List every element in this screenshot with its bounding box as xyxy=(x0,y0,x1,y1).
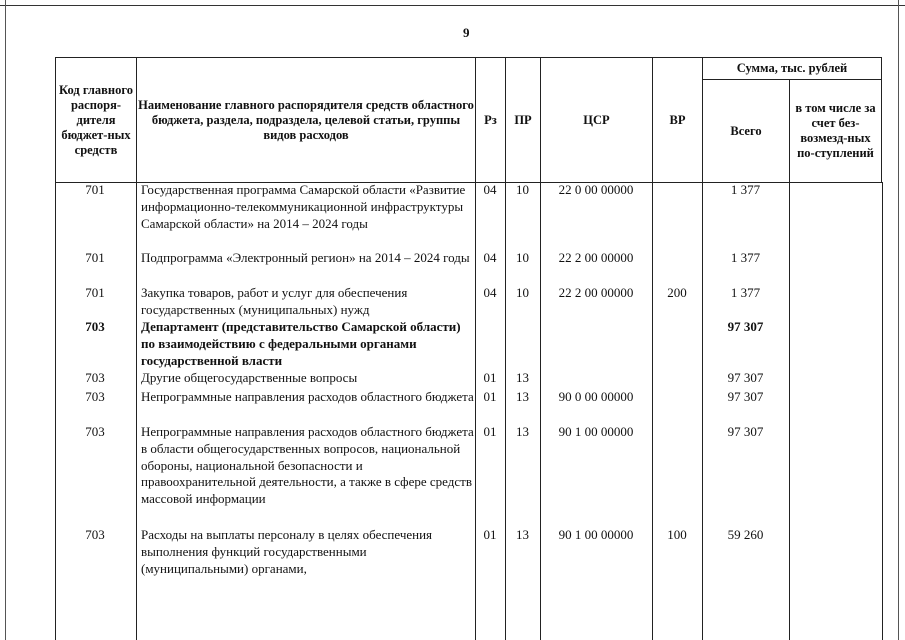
row-total: 59 260 xyxy=(727,527,764,542)
header-total: Всего xyxy=(702,79,789,182)
page-left-rule xyxy=(5,0,6,640)
row-pr: 13 xyxy=(516,370,529,385)
row-rz: 04 xyxy=(483,182,497,197)
col-rule xyxy=(136,182,137,640)
row-name: Подпрограмма «Электронный регион» на 2014 – 2024 годы xyxy=(141,250,470,265)
row-csr: 90 0 00 00000 xyxy=(558,389,634,404)
row-total: 97 307 xyxy=(727,389,764,404)
row-csr: 22 2 00 00000 xyxy=(558,250,634,265)
row-pr: 13 xyxy=(516,527,529,542)
row-pr: 10 xyxy=(516,285,529,300)
row-code: 703 xyxy=(85,527,105,542)
row-code: 703 xyxy=(85,319,105,334)
header-pr: ПР xyxy=(505,57,540,182)
row-vr: 100 xyxy=(667,527,687,542)
row-total: 1 377 xyxy=(730,250,761,265)
row-rz: 04 xyxy=(483,250,497,265)
header-free: в том числе за счет без-возмезд-ных по-ступлений xyxy=(789,79,882,182)
header-name: Наименование главного распорядителя средств областного бюджета, раздела, подраздела, целевой статьи, группы видов расходов xyxy=(136,57,475,182)
col-rule xyxy=(652,182,653,640)
row-rz: 04 xyxy=(483,285,497,300)
row-name: Государственная программа Самарской области «Развитие информационно-телекоммуникационной инфраструктуры Самарской области» на 2014 – 2024 годы xyxy=(141,182,466,231)
row-rz: 01 xyxy=(483,527,497,542)
header-vr: ВР xyxy=(652,57,702,182)
row-rz: 01 xyxy=(483,389,497,404)
row-vr: 200 xyxy=(667,285,687,300)
row-code: 703 xyxy=(85,424,105,439)
row-code: 701 xyxy=(85,285,105,300)
row-name: Департамент (представительство Самарской области) по взаимодействию с федеральными органами государственной власти xyxy=(141,319,461,368)
row-total: 97 307 xyxy=(727,424,764,439)
row-pr: 13 xyxy=(516,389,529,404)
row-name: Непрограммные направления расходов областного бюджета в области общегосударственных вопросов, национальной обороны, национальной безопасности и правоохранительной деятельности, а также в сфере средств массовой информации xyxy=(141,424,474,507)
page-number: 9 xyxy=(463,25,470,40)
row-code: 701 xyxy=(85,250,105,265)
row-csr: 90 1 00 00000 xyxy=(558,527,634,542)
row-csr: 22 2 00 00000 xyxy=(558,285,634,300)
row-code: 701 xyxy=(85,182,105,197)
row-csr: 90 1 00 00000 xyxy=(558,424,634,439)
col-rule xyxy=(882,182,883,640)
row-total: 1 377 xyxy=(730,285,761,300)
row-pr: 10 xyxy=(516,250,529,265)
row-name: Другие общегосударственные вопросы xyxy=(141,370,358,385)
col-rule xyxy=(789,182,790,640)
page-right-rule xyxy=(898,0,899,640)
header-code: Код главного распоря-дителя бюджет-ных средств xyxy=(55,57,136,182)
row-name: Непрограммные направления расходов областного бюджета xyxy=(141,389,474,404)
row-name: Закупка товаров, работ и услуг для обеспечения государственных (муниципальных) нужд xyxy=(141,285,408,317)
row-rz: 01 xyxy=(483,424,497,439)
row-total: 97 307 xyxy=(727,319,764,334)
row-pr: 13 xyxy=(516,424,529,439)
header-rz: Рз xyxy=(475,57,505,182)
header-csr: ЦСР xyxy=(540,57,652,182)
row-csr: 22 0 00 00000 xyxy=(558,182,634,197)
row-name: Расходы на выплаты персоналу в целях обеспечения выполнения функций государственными (муниципальными) органами, xyxy=(141,527,433,576)
page-top-rule xyxy=(0,5,905,6)
row-pr: 10 xyxy=(516,182,529,197)
row-code: 703 xyxy=(85,370,105,385)
row-total: 1 377 xyxy=(730,182,761,197)
row-total: 97 307 xyxy=(727,370,764,385)
row-rz: 01 xyxy=(483,370,497,385)
header-sum: Сумма, тыс. рублей xyxy=(702,57,882,79)
row-code: 703 xyxy=(85,389,105,404)
